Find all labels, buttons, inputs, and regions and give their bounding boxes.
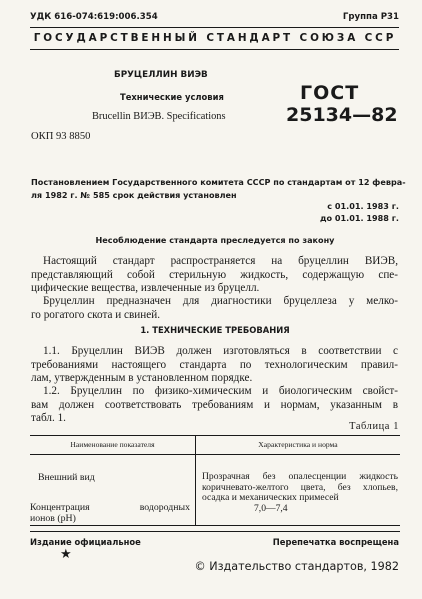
clause-line: вам должен соответствовать требованиям и нормам, указанным в — [31, 398, 398, 411]
intro-line: цифические вещества, извлеченные из бруцелл. — [31, 282, 260, 294]
validity-to: до 01.01. 1988 г. — [319, 213, 399, 223]
table-row-2-name — [30, 502, 190, 524]
english-title: Brucellin ВИЭВ. Specifications — [92, 111, 226, 122]
name-line: Концентрация водородных — [30, 502, 190, 513]
table-row-2-value: 7,0—7,4 — [254, 503, 288, 514]
clause-line: лам, утвержденным в установленном порядке. — [31, 372, 253, 384]
intro-line: Настоящий стандарт распространяется на бруцеллин ВИЭВ, — [43, 255, 398, 267]
intro-line: Бруцеллин предназначен для диагностики бруцеллеза у мелко- — [43, 295, 398, 307]
document-subtitle: Технические условия — [120, 92, 224, 102]
table-bottom-border — [30, 525, 400, 526]
clause-line: требованиями настоящего стандарта по технологическим правил- — [31, 358, 398, 371]
gost-label: ГОСТ — [300, 82, 360, 104]
header-rule-top — [30, 27, 399, 28]
intro-paragraph-2 — [31, 295, 398, 322]
table-row-1-name: Внешний вид — [38, 472, 95, 483]
table-top-border — [30, 435, 400, 436]
udk-code: УДК 616-074:619:006.354 — [30, 12, 158, 22]
star-icon: ★ — [60, 547, 72, 562]
reprint-note: Перепечатка воспрещена — [272, 537, 399, 547]
intro-line: го рогатого скота и свиней. — [31, 308, 161, 321]
table-row-1-value — [202, 472, 398, 504]
value-line: осадка и механических примесей — [202, 492, 339, 503]
header-rule-bottom — [30, 49, 399, 50]
clause-line: табл. 1. — [31, 412, 66, 424]
product-name: БРУЦЕЛЛИН ВИЭВ — [114, 70, 208, 80]
intro-line: представляющий собой стерильную жидкость, содержащую спе- — [31, 268, 398, 281]
table-header-border — [30, 454, 400, 455]
clause-line: 1.2. Бруцеллин по физико-химическим и биологическим свойст- — [43, 385, 398, 397]
table-header-name: Наименование показателя — [70, 440, 155, 449]
value-line: коричневато-желтого цвета, без хлопьев, — [202, 481, 398, 493]
table-header-norm: Характеристика и норма — [258, 440, 338, 449]
legal-notice: Несоблюдение стандарта преследуется по закону — [95, 235, 335, 245]
standard-banner: ГОСУДАРСТВЕННЫЙ СТАНДАРТ СОЮЗА ССР — [33, 32, 397, 44]
clause-1-2 — [31, 385, 398, 426]
okp-code: ОКП 93 8850 — [31, 131, 91, 142]
decree-line-1: Постановлением Государственного комитета СССР по стандартам от 12 февра- — [31, 177, 406, 187]
clause-line: 1.1. Бруцеллин ВИЭВ должен изготовляться в соответствии с — [43, 345, 398, 357]
gost-number: 25134—82 — [286, 104, 398, 126]
table-caption: Таблица 1 — [349, 421, 399, 432]
name-line: ионов (pH) — [30, 513, 76, 524]
footer-rule — [30, 531, 400, 532]
validity-from: с 01.01. 1983 г. — [327, 201, 399, 211]
decree-line-2: ля 1982 г. № 585 срок действия установлен — [31, 190, 237, 200]
clause-1-1 — [31, 345, 398, 386]
edition-note: Издание официальное — [30, 537, 141, 547]
group-code: Группа Р31 — [342, 12, 399, 22]
value-line: Прозрачная без опалесценции жидкость — [202, 471, 398, 482]
publisher-note: © Издательство стандартов, 1982 — [194, 560, 399, 573]
intro-paragraph-1 — [31, 255, 398, 296]
section-heading: 1. ТЕХНИЧЕСКИЕ ТРЕБОВАНИЯ — [140, 325, 290, 335]
